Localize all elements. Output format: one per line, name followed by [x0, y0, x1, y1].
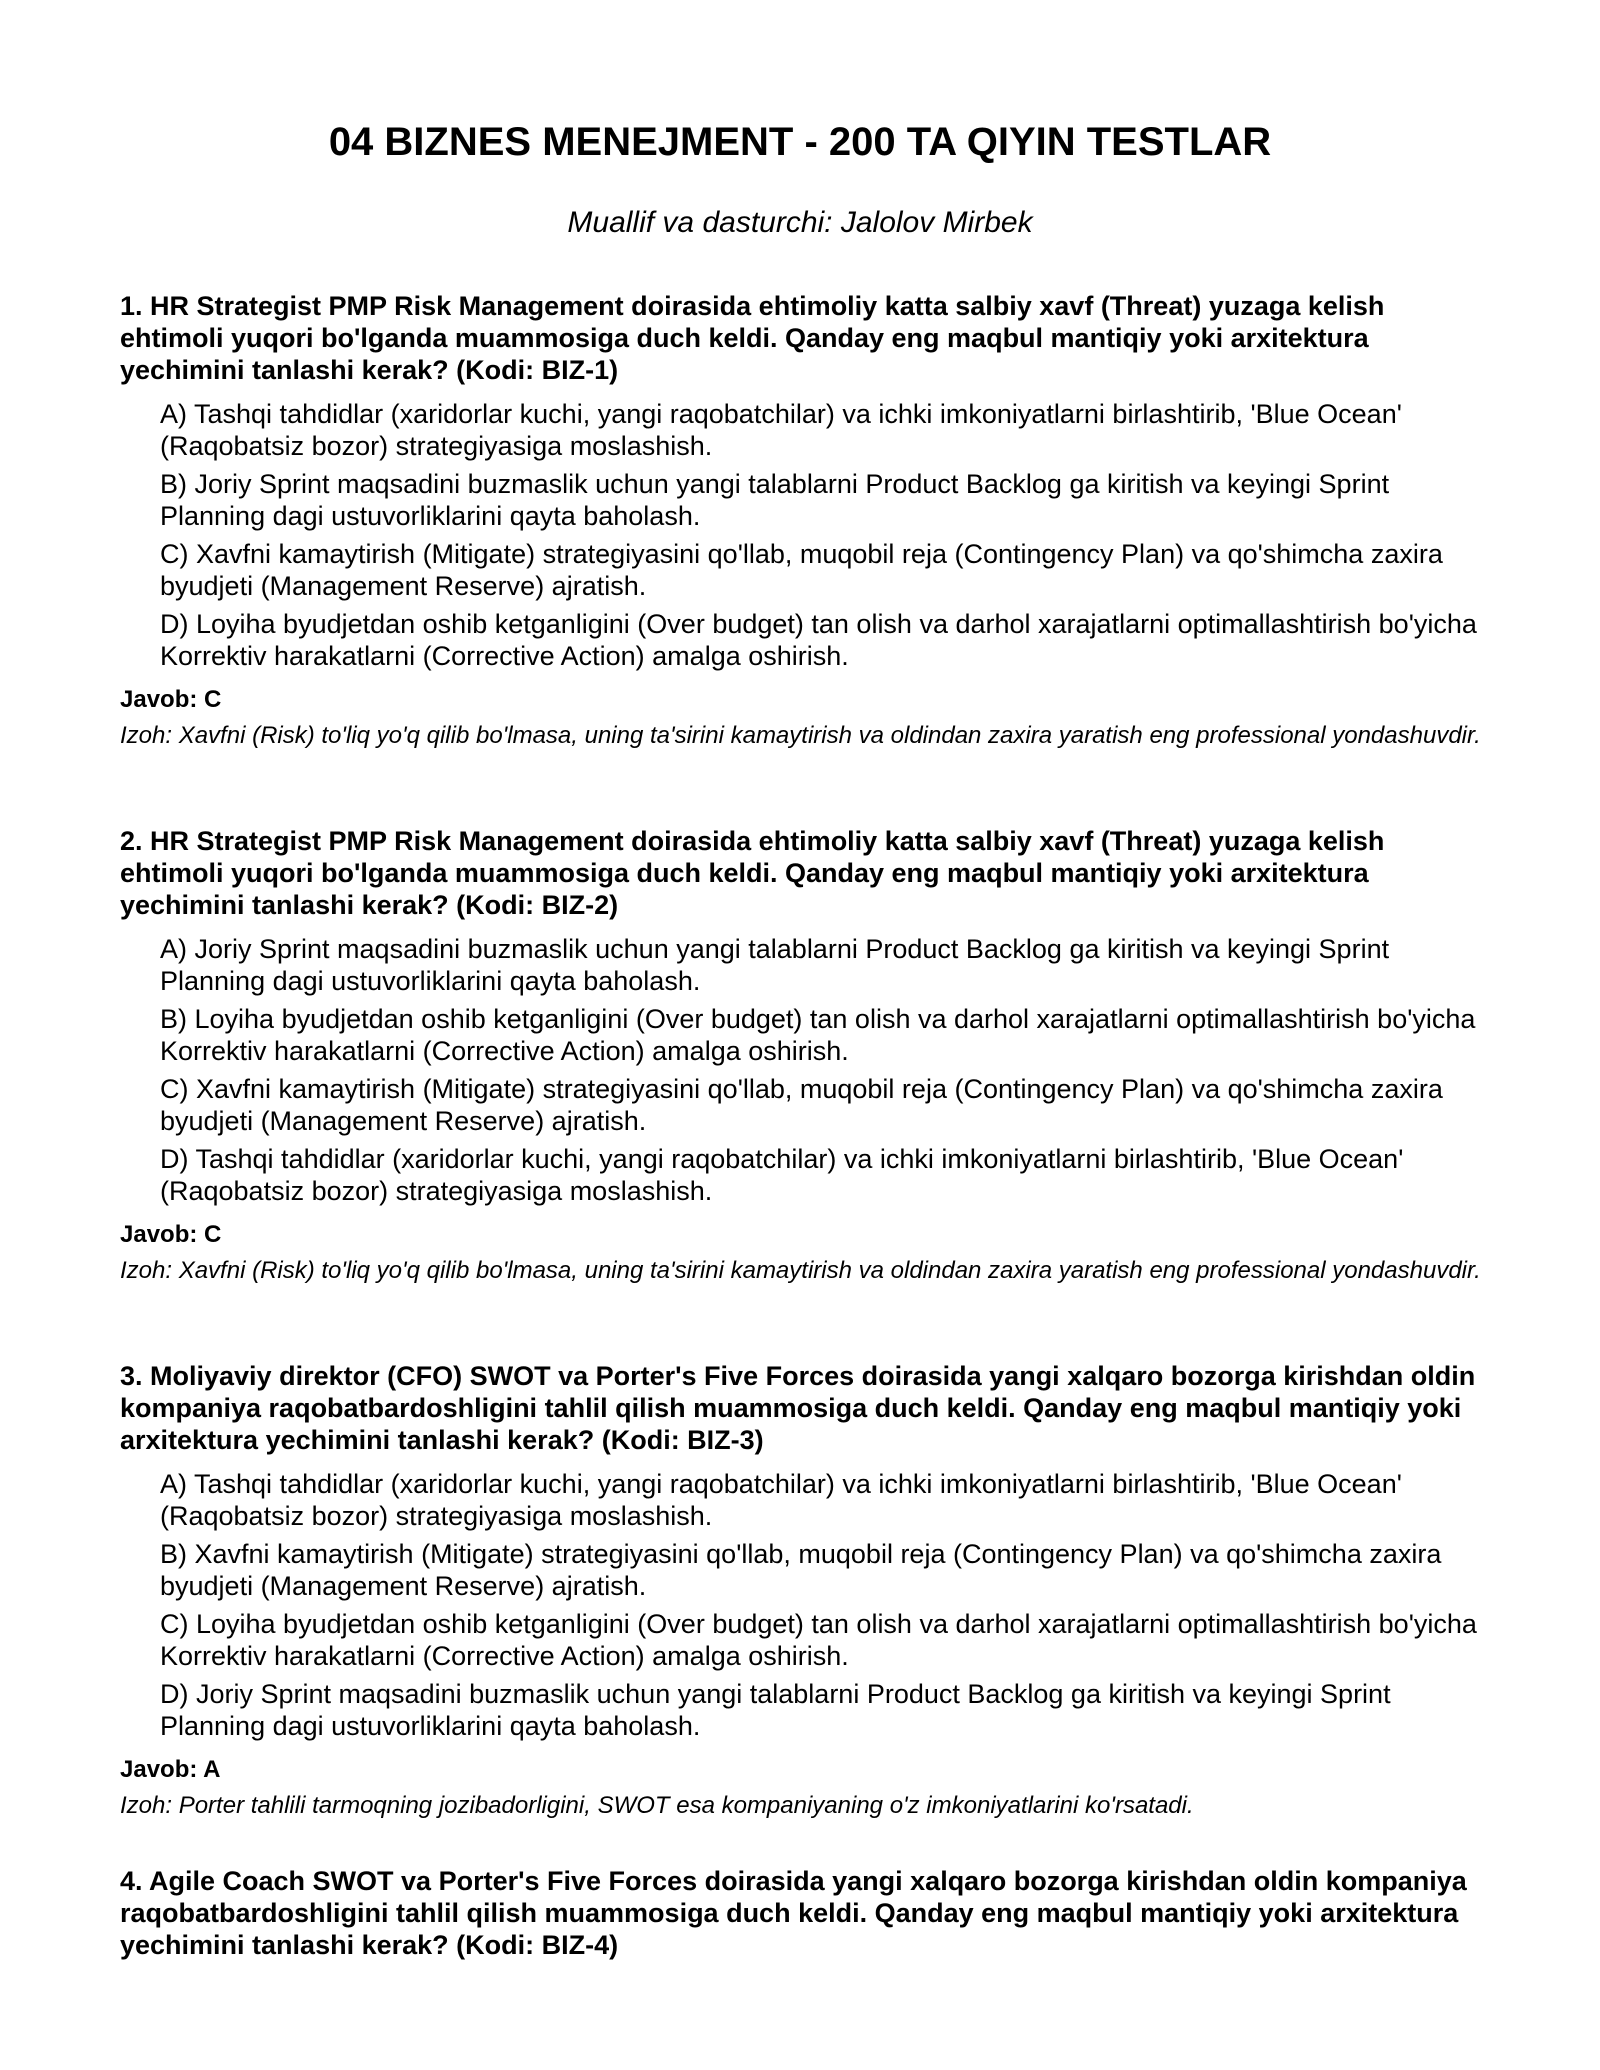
answer-option-d: D) Loyiha byudjetdan oshib ketganligini (Over budget) tan olish va darhol xarajatlarni optimallashtirish bo'yicha Korrektiv harakatlarni (Corrective Action) amalga oshirish. [160, 609, 1477, 671]
answer-key: Javob: C [120, 1221, 222, 1248]
answer-option-c: C) Loyiha byudjetdan oshib ketganligini (Over budget) tan olish va darhol xarajatlarni optimallashtirish bo'yicha Korrektiv harakatlarni (Corrective Action) amalga oshirish. [160, 1609, 1477, 1671]
document-title: 04 BIZNES MENEJMENT - 200 TA QIYIN TESTLAR [328, 120, 1272, 164]
answer-note: Izoh: Xavfni (Risk) to'liq yo'q qilib bo'lmasa, uning ta'sirini kamaytirish va oldindan zaxira yaratish eng professional yondashuvdir. [120, 722, 1481, 749]
answer-option-d: D) Joriy Sprint maqsadini buzmaslik uchun yangi talablarni Product Backlog ga kiritish va keyingi Sprint Planning dagi ustuvorliklarini qayta baholash. [160, 1679, 1391, 1741]
answer-option-d: D) Tashqi tahdidlar (xaridorlar kuchi, yangi raqobatchilar) va ichki imkoniyatlarni birlashtirib, 'Blue Ocean' (Raqobatsiz bozor) strategiyasiga moslashish. [160, 1144, 1404, 1206]
question-text: 4. Agile Coach SWOT va Porter's Five Forces doirasida yangi xalqaro bozorga kirishdan oldin kompaniya raqobatbardoshligini tahlil qilish muammosiga duch keldi. Qanday eng maqbul mantiqiy yoki arxitektura yechimini tanlashi kerak? (Kodi: BIZ-4) [120, 1866, 1467, 1960]
answer-key: Javob: C [120, 686, 222, 713]
answer-option-b: B) Loyiha byudjetdan oshib ketganligini (Over budget) tan olish va darhol xarajatlarni optimallashtirish bo'yicha Korrektiv harakatlarni (Corrective Action) amalga oshirish. [160, 1004, 1476, 1066]
answer-option-a: A) Tashqi tahdidlar (xaridorlar kuchi, yangi raqobatchilar) va ichki imkoniyatlarni birlashtirib, 'Blue Ocean' (Raqobatsiz bozor) strategiyasiga moslashish. [160, 399, 1402, 461]
answer-note: Izoh: Porter tahlili tarmoqning jozibadorligini, SWOT esa kompaniyaning o'z imkoniyatlarini ko'rsatadi. [120, 1792, 1194, 1819]
document-author: Muallif va dasturchi: Jalolov Mirbek [567, 206, 1033, 239]
answer-option-a: A) Joriy Sprint maqsadini buzmaslik uchun yangi talablarni Product Backlog ga kiritish va keyingi Sprint Planning dagi ustuvorliklarini qayta baholash. [160, 934, 1390, 996]
answer-option-a: A) Tashqi tahdidlar (xaridorlar kuchi, yangi raqobatchilar) va ichki imkoniyatlarni birlashtirib, 'Blue Ocean' (Raqobatsiz bozor) strategiyasiga moslashish. [160, 1469, 1402, 1531]
answer-option-b: B) Xavfni kamaytirish (Mitigate) strategiyasini qo'llab, muqobil reja (Contingency Plan) va qo'shimcha zaxira byudjeti (Management Reserve) ajratish. [160, 1539, 1442, 1601]
answer-note: Izoh: Xavfni (Risk) to'liq yo'q qilib bo'lmasa, uning ta'sirini kamaytirish va oldindan zaxira yaratish eng professional yondashuvdir. [120, 1257, 1481, 1284]
answer-option-c: C) Xavfni kamaytirish (Mitigate) strategiyasini qo'llab, muqobil reja (Contingency Plan) va qo'shimcha zaxira byudjeti (Management Reserve) ajratish. [160, 539, 1443, 601]
question-text: 1. HR Strategist PMP Risk Management doirasida ehtimoliy katta salbiy xavf (Threat) yuzaga kelish ehtimoli yuqori bo'lganda muammosiga duch keldi. Qanday eng maqbul mantiqiy yoki arxitektura yechimini tanlashi kerak? (Kodi: BIZ-1) [120, 291, 1385, 385]
question-text: 2. HR Strategist PMP Risk Management doirasida ehtimoliy katta salbiy xavf (Threat) yuzaga kelish ehtimoli yuqori bo'lganda muammosiga duch keldi. Qanday eng maqbul mantiqiy yoki arxitektura yechimini tanlashi kerak? (Kodi: BIZ-2) [120, 826, 1385, 920]
answer-key: Javob: A [120, 1756, 221, 1783]
answer-option-c: C) Xavfni kamaytirish (Mitigate) strategiyasini qo'llab, muqobil reja (Contingency Plan) va qo'shimcha zaxira byudjeti (Management Reserve) ajratish. [160, 1074, 1443, 1136]
answer-option-b: B) Joriy Sprint maqsadini buzmaslik uchun yangi talablarni Product Backlog ga kiritish va keyingi Sprint Planning dagi ustuvorliklarini qayta baholash. [160, 469, 1390, 531]
question-text: 3. Moliyaviy direktor (CFO) SWOT va Porter's Five Forces doirasida yangi xalqaro bozorga kirishdan oldin kompaniya raqobatbardoshligini tahlil qilish muammosiga duch keldi. Qanday eng maqbul mantiqiy yoki arxitektura yechimini tanlashi kerak? (Kodi: BIZ-3) [120, 1361, 1476, 1455]
